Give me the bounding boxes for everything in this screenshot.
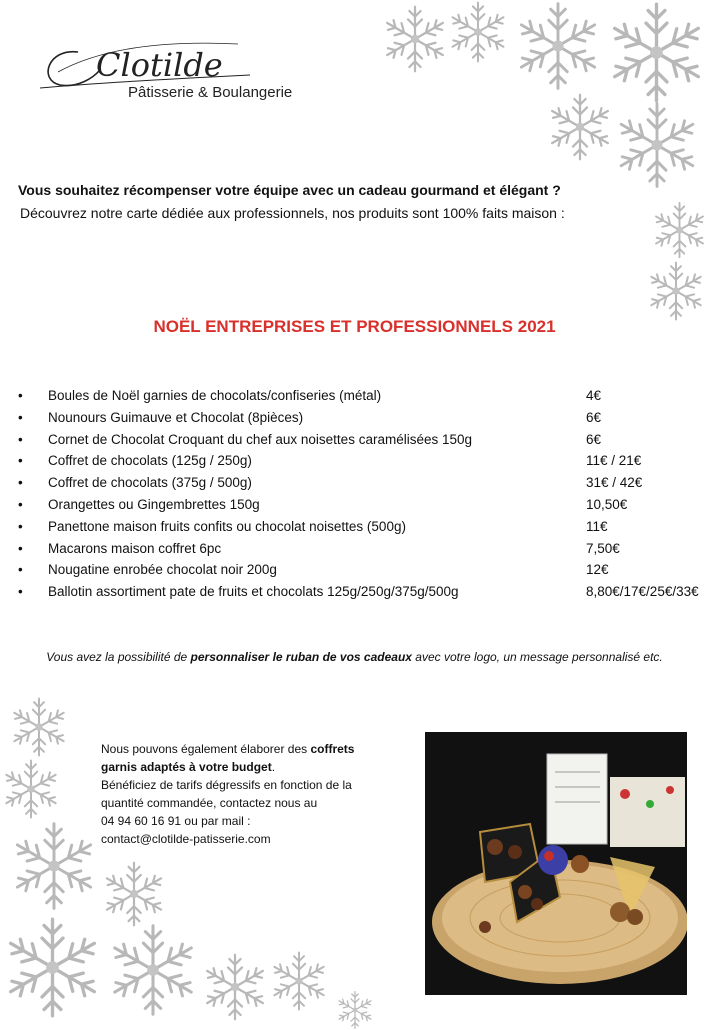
snowflake-icon (8, 696, 70, 758)
product-name: Nounours Guimauve et Chocolat (8pièces) (48, 409, 304, 425)
product-name: Coffret de chocolats (125g / 250g) (48, 453, 252, 469)
product-price: 4€ (586, 388, 602, 403)
list-item (18, 584, 709, 606)
logo-script-text: Clotilde (96, 46, 223, 84)
snowflake-icon (105, 922, 201, 1018)
product-price: 31€ / 42€ (586, 475, 643, 491)
list-item (18, 432, 709, 454)
product-name: Orangettes ou Gingembrettes 150g (48, 496, 260, 512)
info-period: . (271, 760, 276, 774)
bullet: • (18, 431, 23, 447)
snowflake-icon (545, 92, 615, 162)
bullet: • (18, 453, 23, 469)
snowflake-icon (645, 260, 707, 322)
custom-boxes-info (101, 740, 386, 848)
info-bold: coffrets garnis adaptés à votre budget (101, 742, 355, 774)
snowflake-icon (200, 952, 270, 1022)
product-name: Boules de Noël garnies de chocolats/confiseries (métal) (48, 388, 382, 403)
snowflake-icon (612, 100, 702, 190)
list-item (18, 388, 709, 410)
list-item (18, 562, 709, 584)
contact-phone: 04 94 60 16 91 ou par mail : (101, 814, 251, 828)
list-item (18, 541, 709, 563)
list-item (18, 475, 709, 497)
note-text-end: avec votre logo, un message personnalisé etc. (411, 650, 663, 664)
page-title: NOËL ENTREPRISES ET PROFESSIONNELS 2021 (153, 317, 556, 336)
personalization-note (0, 650, 709, 664)
list-item (18, 453, 709, 475)
snowflake-icon (650, 195, 709, 265)
contact-email: contact@clotilde-patisserie.com (101, 832, 271, 846)
snowflake-icon (335, 990, 375, 1030)
product-price: 11€ / 21€ (586, 453, 642, 469)
snowflake-icon (604, 0, 709, 105)
snowflake-icon (380, 4, 450, 74)
product-name: Macarons maison coffret 6pc (48, 540, 222, 556)
product-name: Nougatine enrobée chocolat noir 200g (48, 562, 277, 578)
bullet: • (18, 584, 23, 600)
snowflake-icon (100, 860, 168, 928)
bullet: • (18, 562, 23, 578)
note-bold: personnaliser le ruban de vos cadeaux (190, 650, 412, 664)
list-item (18, 497, 709, 519)
product-name: Ballotin assortiment pate de fruits et chocolats 125g/250g/375g/500g (48, 584, 459, 600)
product-photo (425, 732, 687, 995)
intro-headline: Vous souhaitez récompenser votre équipe avec un cadeau gourmand et élégant ? (18, 182, 561, 198)
list-item (18, 410, 709, 432)
snowflake-icon (8, 820, 100, 912)
bullet: • (18, 409, 23, 425)
product-price: 6€ (586, 409, 602, 425)
snowflake-icon (512, 0, 604, 92)
bullet: • (18, 540, 23, 556)
bullet: • (18, 518, 23, 534)
product-name: Coffret de chocolats (375g / 500g) (48, 475, 252, 491)
snowflake-icon (0, 758, 62, 820)
logo-subtitle: Pâtisserie & Boulangerie (128, 84, 293, 101)
product-price: 11€ (586, 518, 608, 534)
product-price: 8,80€/17€/25€/33€ (586, 584, 699, 600)
info-text: Nous pouvons également élaborer des (101, 742, 311, 756)
product-price: 6€ (586, 431, 602, 447)
bullet: • (18, 496, 23, 512)
product-name: Cornet de Chocolat Croquant du chef aux noisettes caramélisées 150g (48, 431, 473, 447)
bullet: • (18, 475, 23, 491)
snowflake-icon (268, 950, 330, 1012)
product-name: Panettone maison fruits confits ou chocolat noisettes (500g) (48, 518, 406, 534)
snowflake-icon (0, 915, 105, 1020)
product-price: 7,50€ (586, 540, 620, 556)
bullet: • (18, 388, 23, 403)
product-price: 10,50€ (586, 496, 628, 512)
product-price: 12€ (586, 562, 609, 578)
list-item (18, 519, 709, 541)
info-discount: Bénéficiez de tarifs dégressifs en fonction de la quantité commandée, contactez nous au (101, 778, 352, 810)
note-text: Vous avez la possibilité de (46, 650, 191, 664)
intro-subline: Découvrez notre carte dédiée aux professionnels, nos produits sont 100% faits maison : (20, 205, 565, 221)
product-list (18, 388, 709, 606)
snowflake-icon (446, 0, 510, 64)
